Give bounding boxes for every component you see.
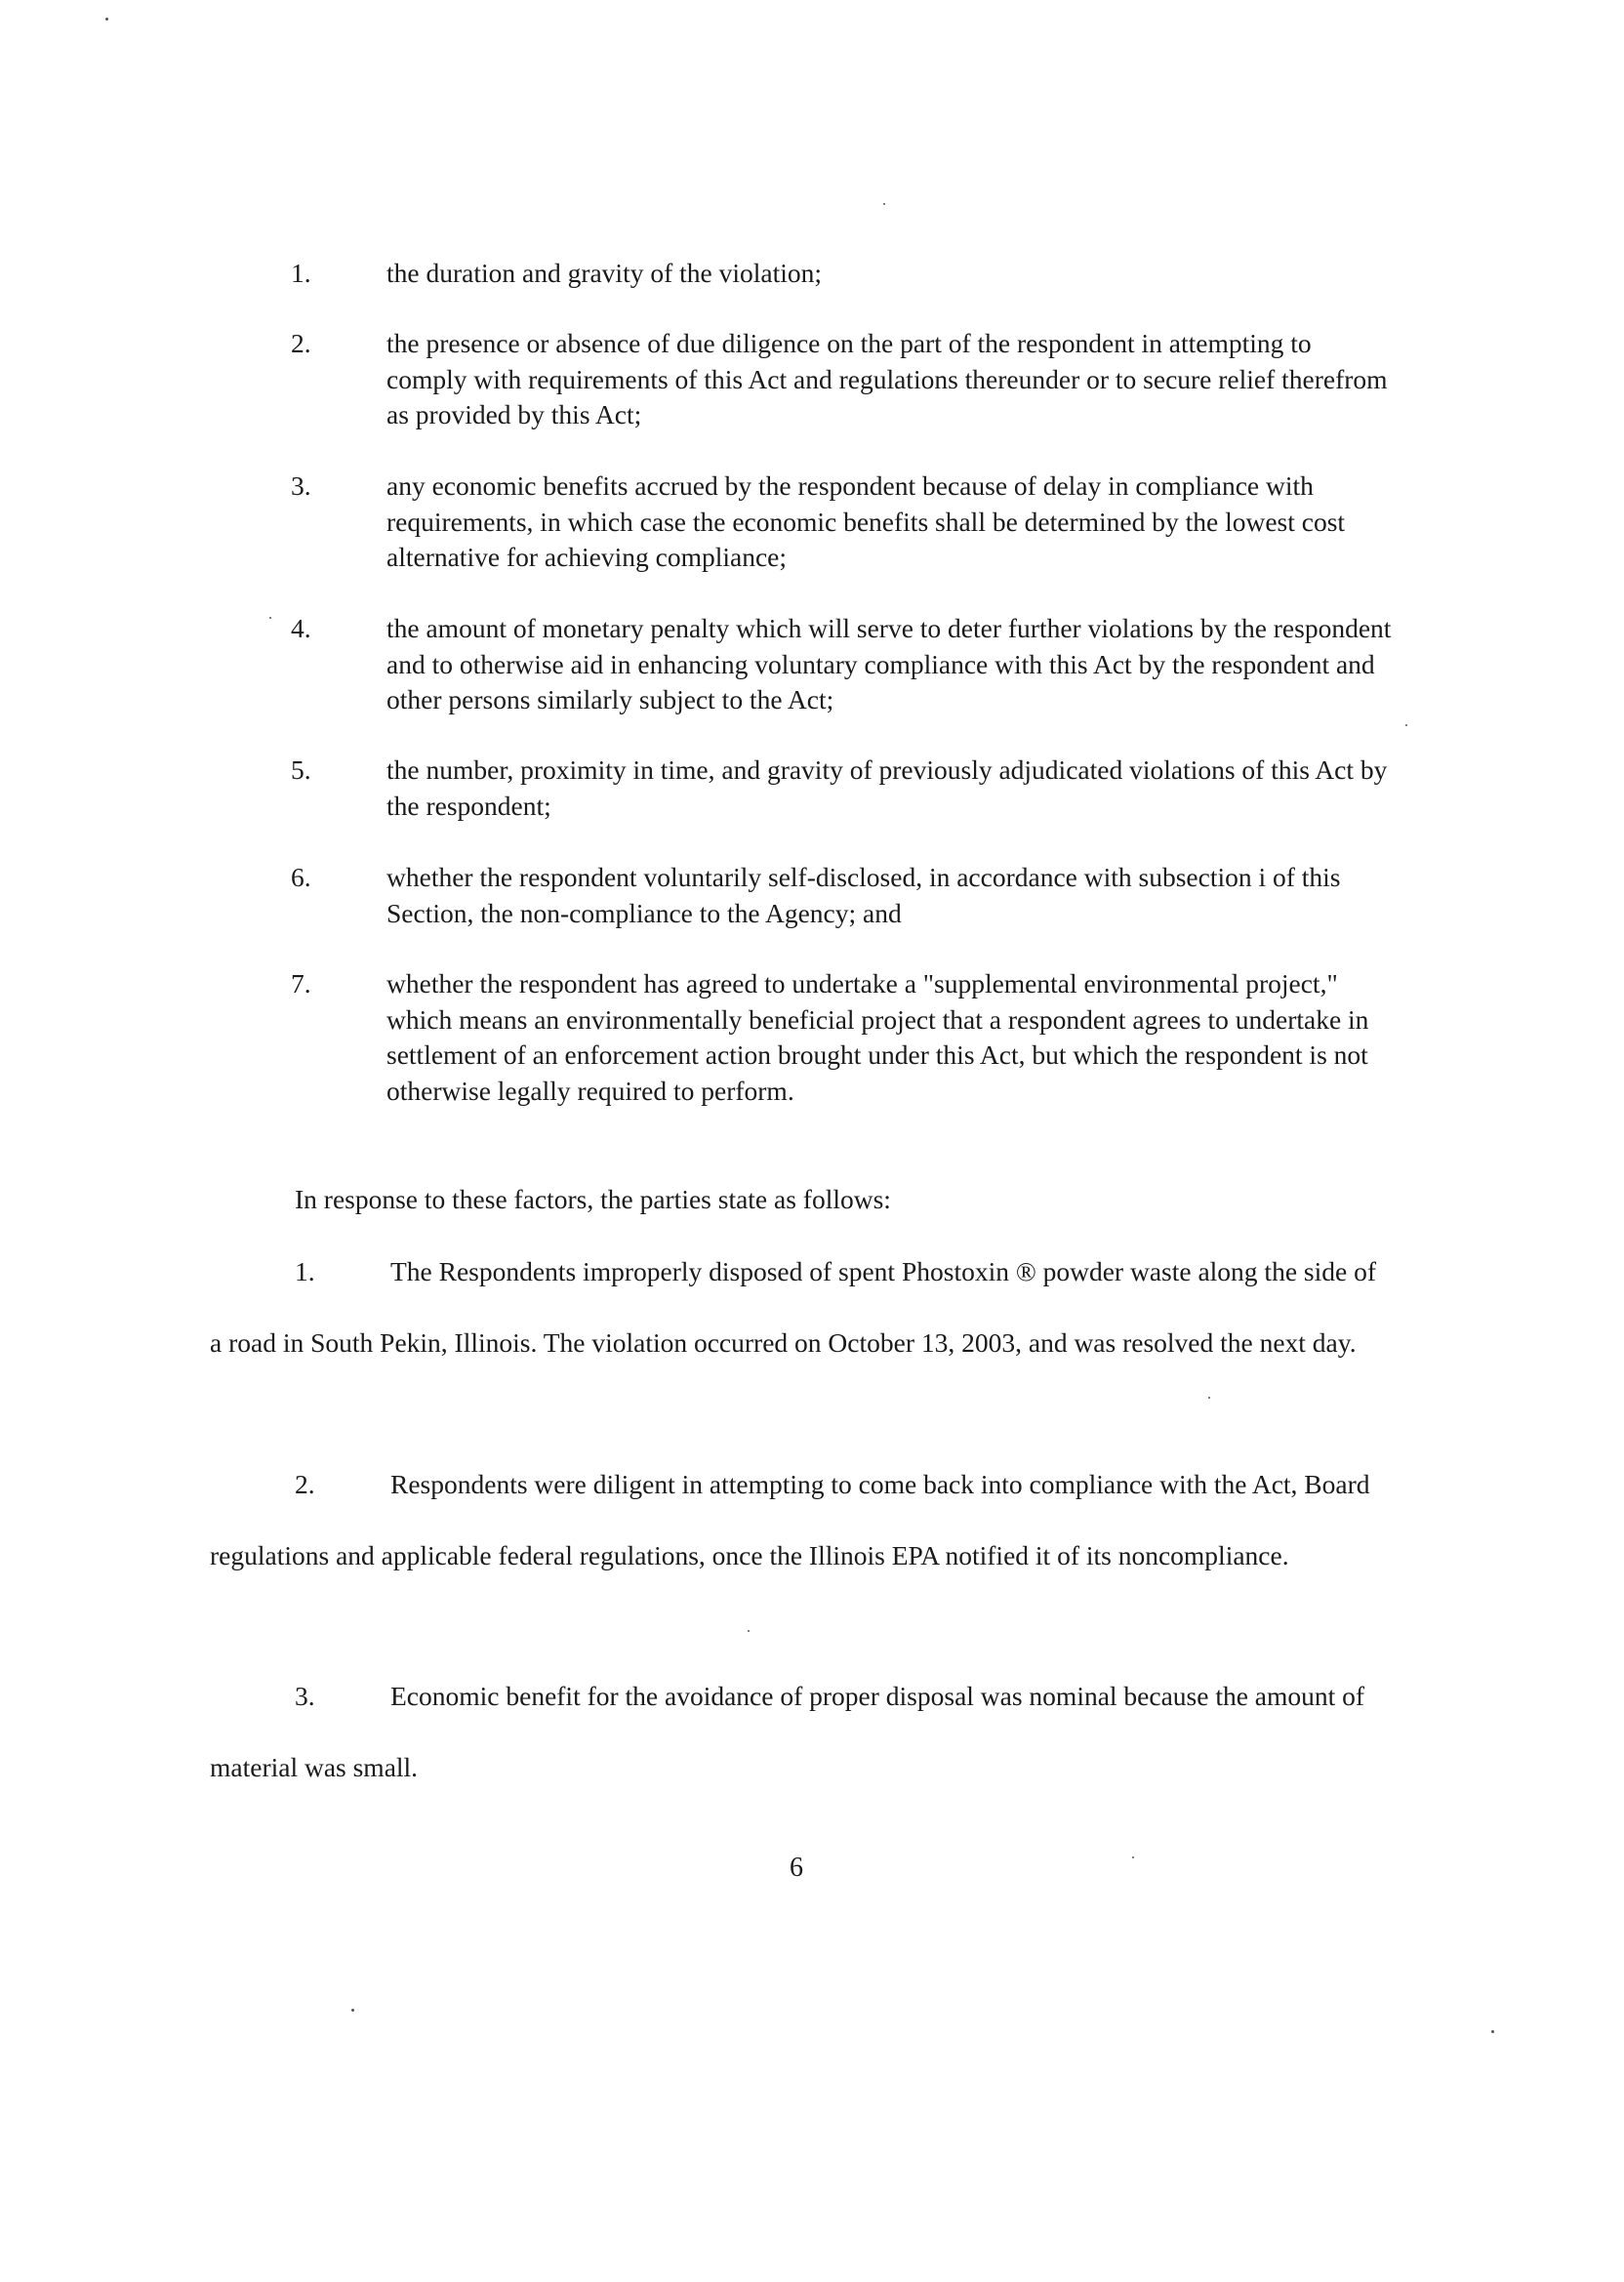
response-text: Respondents were diligent in attempting to come back into compliance with the Act, Board regulations and applicable federal regulations, once the Illinois EPA notified it of its noncompliance. [210,1469,1370,1570]
factor-item [291,256,1394,292]
scan-speck [105,18,108,20]
response-paragraph [210,1448,1381,1591]
factor-number: 2. [291,328,311,358]
response-text: The Respondents improperly disposed of spent Phostoxin ® powder waste along the side of a road in South Pekin, Illinois. The violation occurred on October 13, 2003, and was resolved the next day. [210,1256,1376,1358]
factor-number: 1. [291,258,311,288]
intro-paragraph: In response to these factors, the parties state as follows: [295,1184,891,1214]
factor-item [291,326,1394,433]
factor-number: 7. [291,968,311,998]
factor-text: the amount of monetary penalty which will serve to deter further violations by the respondent and to otherwise aid in enhancing voluntary compliance with this Act by the respondent and other persons similarly subject to the Act; [386,613,1392,714]
factor-number: 4. [291,613,311,643]
page-number: 6 [790,1853,803,1883]
response-number: 3. [295,1681,315,1711]
scan-speck [1491,2030,1494,2033]
scan-speck [883,203,885,205]
scan-speck [748,1630,750,1632]
factor-item [291,860,1394,931]
response-text: Economic benefit for the avoidance of proper disposal was nominal because the amount of material was small. [210,1681,1365,1782]
factor-number: 3. [291,470,311,501]
response-number: 2. [295,1469,315,1499]
response-paragraph [210,1660,1381,1803]
response-paragraph [210,1236,1381,1378]
scan-speck [1405,724,1407,726]
factor-text: the duration and gravity of the violation; [386,258,823,288]
factor-text: the presence or absence of due diligence on the part of the respondent in attempting to comply with requirements of this Act and regulations thereunder or to secure relief therefrom as provided by this Act; [386,328,1388,429]
factor-text: the number, proximity in time, and gravity of previously adjudicated violations of this Act by the respondent; [386,754,1388,821]
scan-speck [1132,1856,1134,1858]
factor-item [291,469,1394,576]
factor-text: whether the respondent voluntarily self-disclosed, in accordance with subsection i of this Section, the non-compliance to the Agency; and [386,862,1341,928]
factor-text: any economic benefits accrued by the respondent because of delay in compliance with requirements, in which case the economic benefits shall be determined by the lowest cost alternative for achieving compliance; [386,470,1346,572]
scan-speck [1208,1397,1210,1399]
scan-speck [351,2009,354,2012]
scan-speck [269,617,271,619]
response-number: 1. [295,1256,315,1286]
factor-item [291,966,1394,1109]
factor-number: 6. [291,862,311,892]
factor-number: 5. [291,754,311,785]
factor-text: whether the respondent has agreed to undertake a "supplemental environmental project," which means an environmentally beneficial project that a respondent agrees to undertake in settlement of an enforcement action brought under this Act, but which the respondent is not otherwise legally required to perform. [386,968,1369,1106]
factor-item [291,753,1394,824]
factor-item [291,611,1394,718]
